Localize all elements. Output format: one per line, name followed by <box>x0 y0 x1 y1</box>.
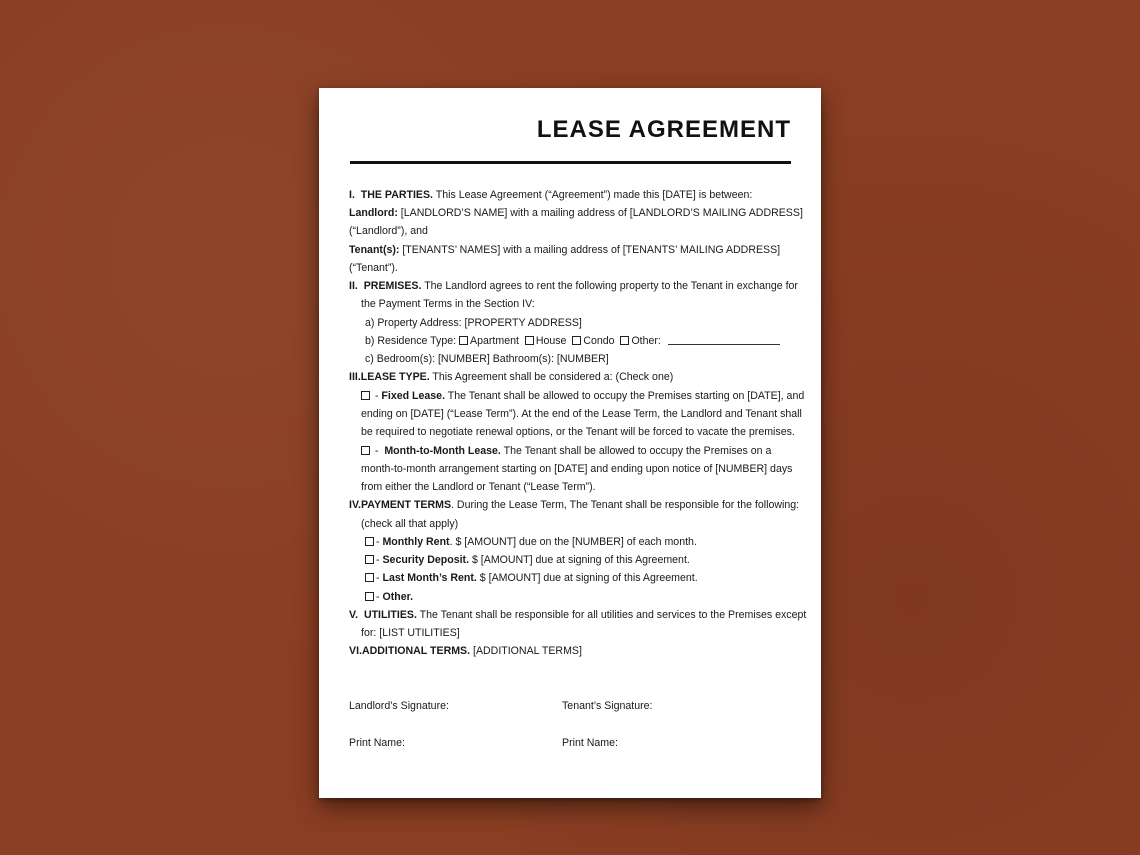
other-payment-checkbox[interactable] <box>365 592 374 601</box>
section-text: The Tenant shall be responsible for all utilities and services to the Premises except <box>416 609 807 621</box>
residence-type-item <box>365 335 780 348</box>
tenant-print-name-label[interactable]: Print Name: <box>562 737 618 749</box>
section-text: . During the Lease Term, The Tenant shall be responsible for the following: <box>451 499 800 511</box>
section-number: I. <box>349 189 355 201</box>
section-utilities <box>349 609 806 622</box>
house-checkbox[interactable] <box>525 336 534 345</box>
condo-label: Condo <box>583 335 615 347</box>
section-number: III. <box>349 371 361 383</box>
section-premises <box>349 280 798 293</box>
tenant-continued: (“Tenant”). <box>349 262 398 274</box>
security-deposit-checkbox[interactable] <box>365 555 374 564</box>
month-lease-line3: from either the Landlord or Tenant (“Lease Term”). <box>361 481 596 493</box>
landlord-signature-label[interactable]: Landlord’s Signature: <box>349 700 449 712</box>
section-heading: LEASE TYPE. <box>360 371 430 383</box>
other-payment-option: - Other. <box>365 591 413 604</box>
section-additional-terms <box>349 645 582 658</box>
section-number: IV. <box>349 499 361 511</box>
property-address-item: a) Property Address: [PROPERTY ADDRESS] <box>365 317 582 329</box>
other-checkbox[interactable] <box>620 336 629 345</box>
tenant-text: [TENANTS’ NAMES] with a mailing address of [TENANTS’ MAILING ADDRESS] <box>399 244 781 256</box>
other-payment-label: Other. <box>382 591 414 603</box>
section-heading: THE PARTIES. <box>360 189 433 201</box>
apartment-label: Apartment <box>470 335 519 347</box>
month-lease-checkbox[interactable] <box>361 446 370 455</box>
last-month-rent-text: $ [AMOUNT] due at signing of this Agreement. <box>476 572 698 584</box>
section-heading: ADDITIONAL TERMS. <box>361 645 471 657</box>
section-text: [ADDITIONAL TERMS] <box>470 645 582 657</box>
landlord-label: Landlord: <box>349 207 398 219</box>
title-divider <box>350 161 791 164</box>
landlord-print-name-label[interactable]: Print Name: <box>349 737 405 749</box>
security-deposit-text: $ [AMOUNT] due at signing of this Agreement. <box>469 554 690 566</box>
monthly-rent-text: . $ [AMOUNT] due on the [NUMBER] of each month. <box>449 536 697 548</box>
last-month-rent-option: - Last Month’s Rent. $ [AMOUNT] due at signing of this Agreement. <box>365 572 698 585</box>
section-heading: UTILITIES. <box>363 609 417 621</box>
last-month-rent-label: Last Month’s Rent. <box>382 572 477 584</box>
section-heading: PREMISES. <box>363 280 422 292</box>
fixed-lease-line3: be required to negotiate renewal options, or the Tenant will be forced to vacate the premises. <box>361 426 795 438</box>
bedrooms-item: c) Bedroom(s): [NUMBER] Bathroom(s): [NUMBER] <box>365 353 609 365</box>
fixed-lease-label: Fixed Lease. <box>381 390 446 402</box>
section-text: This Agreement shall be considered a: (Check one) <box>429 371 674 383</box>
tenant-signature-label[interactable]: Tenant’s Signature: <box>562 700 653 712</box>
apartment-checkbox[interactable] <box>459 336 468 345</box>
tenant-line <box>349 244 780 257</box>
section-text: This Lease Agreement (“Agreement”) made this [DATE] is between: <box>432 189 753 201</box>
condo-checkbox[interactable] <box>572 336 581 345</box>
lease-document-page <box>319 88 821 798</box>
payment-continued: (check all that apply) <box>361 518 459 530</box>
section-number: V. <box>349 609 359 621</box>
section-lease-type <box>349 371 673 384</box>
other-label: Other: <box>631 335 661 347</box>
monthly-rent-checkbox[interactable] <box>365 537 374 546</box>
section-heading: PAYMENT TERMS <box>360 499 452 511</box>
tenant-label: Tenant(s): <box>349 244 400 256</box>
landlord-continued: (“Landlord”), and <box>349 225 428 237</box>
month-lease-option: - Month-to-Month Lease. The Tenant shall be allowed to occupy the Premises on a <box>361 445 771 458</box>
document-title: LEASE AGREEMENT <box>536 116 791 143</box>
fixed-lease-option: - Fixed Lease. The Tenant shall be allowed to occupy the Premises starting on [DATE], and <box>361 390 804 403</box>
month-lease-label: Month-to-Month Lease. <box>384 445 501 457</box>
fixed-lease-checkbox[interactable] <box>361 391 370 400</box>
fixed-lease-text: The Tenant shall be allowed to occupy the Premises starting on [DATE], and <box>445 390 805 402</box>
monthly-rent-option: - Monthly Rent. $ [AMOUNT] due on the [NUMBER] of each month. <box>365 536 697 549</box>
security-deposit-option: - Security Deposit. $ [AMOUNT] due at signing of this Agreement. <box>365 554 690 567</box>
residence-type-label: b) Residence Type: <box>365 335 457 347</box>
utilities-continued: for: [LIST UTILITIES] <box>361 627 460 639</box>
section-number: II. <box>349 280 358 292</box>
house-label: House <box>535 335 567 347</box>
monthly-rent-label: Monthly Rent <box>382 536 450 548</box>
landlord-line <box>349 207 803 220</box>
last-month-rent-checkbox[interactable] <box>365 573 374 582</box>
section-parties <box>349 189 752 202</box>
month-lease-text: The Tenant shall be allowed to occupy the Premises on a <box>500 445 772 457</box>
section-payment-terms <box>349 499 799 512</box>
section-number: VI. <box>349 645 362 657</box>
other-blank-line[interactable] <box>668 335 780 345</box>
premises-continued: the Payment Terms in the Section IV: <box>361 298 535 310</box>
landlord-text: [LANDLORD’S NAME] with a mailing address of [LANDLORD’S MAILING ADDRESS] <box>397 207 803 219</box>
fixed-lease-line2: ending on [DATE] (“Lease Term”). At the end of the Lease Term, the Landlord and Tenant shall <box>361 408 802 420</box>
security-deposit-label: Security Deposit. <box>382 554 470 566</box>
month-lease-line2: month-to-month arrangement starting on [DATE] and ending upon notice of [NUMBER] days <box>361 463 793 475</box>
section-text: The Landlord agrees to rent the following property to the Tenant in exchange for <box>421 280 798 292</box>
